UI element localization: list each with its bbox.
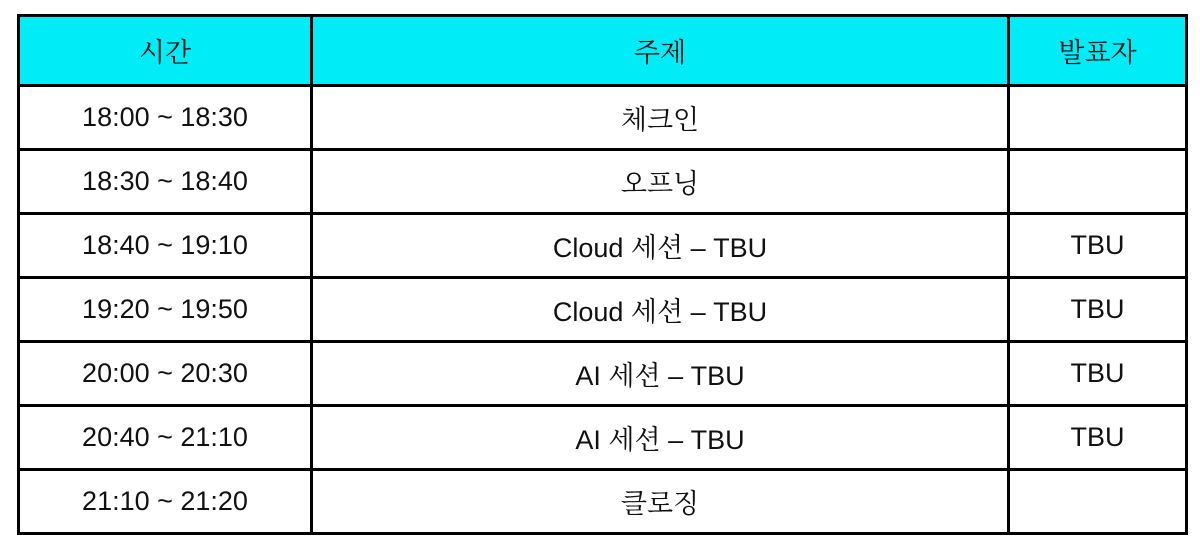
topic-cell: Cloud 세션 – TBU — [312, 278, 1009, 342]
table-row — [19, 470, 1187, 534]
time-cell: 19:20 ~ 19:50 — [19, 278, 312, 342]
table-row — [19, 342, 1187, 406]
table-row — [19, 406, 1187, 470]
presenter-cell: TBU — [1009, 406, 1187, 470]
schedule-table — [17, 14, 1188, 535]
topic-cell: 클로징 — [312, 470, 1009, 534]
table-row — [19, 86, 1187, 150]
time-cell: 21:10 ~ 21:20 — [19, 470, 312, 534]
header-cell-topic: 주제 — [312, 16, 1009, 86]
presenter-cell — [1009, 86, 1187, 150]
time-cell: 18:40 ~ 19:10 — [19, 214, 312, 278]
presenter-cell — [1009, 470, 1187, 534]
table-row — [19, 278, 1187, 342]
topic-cell: Cloud 세션 – TBU — [312, 214, 1009, 278]
presenter-cell: TBU — [1009, 342, 1187, 406]
topic-cell: AI 세션 – TBU — [312, 406, 1009, 470]
presenter-cell: TBU — [1009, 278, 1187, 342]
time-cell: 20:40 ~ 21:10 — [19, 406, 312, 470]
table-row — [19, 214, 1187, 278]
table-row — [19, 150, 1187, 214]
topic-cell: 체크인 — [312, 86, 1009, 150]
topic-cell: 오프닝 — [312, 150, 1009, 214]
header-row — [19, 16, 1187, 86]
presenter-cell: TBU — [1009, 214, 1187, 278]
time-cell: 20:00 ~ 20:30 — [19, 342, 312, 406]
presenter-cell — [1009, 150, 1187, 214]
topic-cell: AI 세션 – TBU — [312, 342, 1009, 406]
time-cell: 18:30 ~ 18:40 — [19, 150, 312, 214]
time-cell: 18:00 ~ 18:30 — [19, 86, 312, 150]
header-cell-time: 시간 — [19, 16, 312, 86]
header-cell-presenter: 발표자 — [1009, 16, 1187, 86]
